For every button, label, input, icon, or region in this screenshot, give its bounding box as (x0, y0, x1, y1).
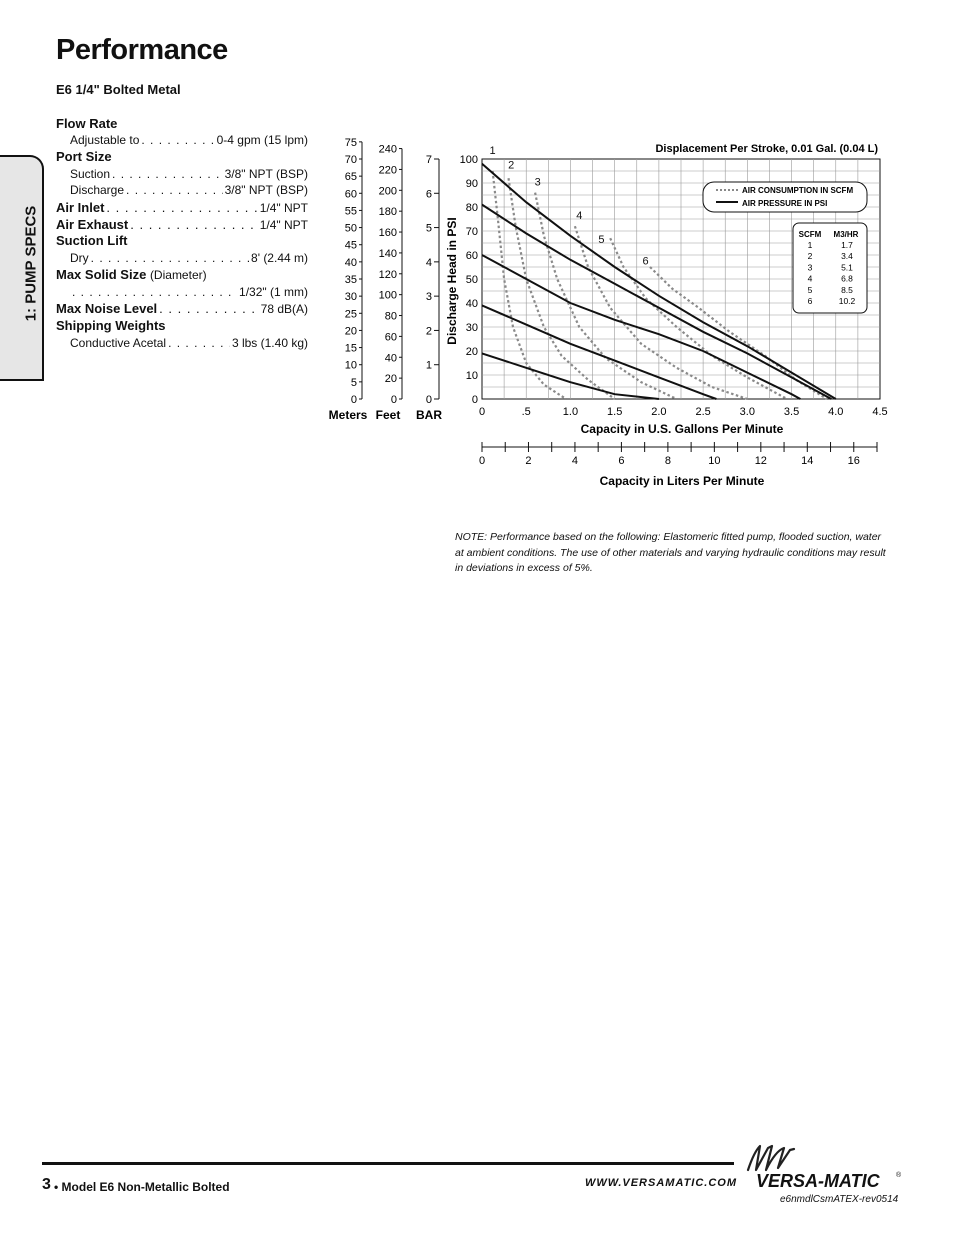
liters-tick-label: 2 (525, 455, 532, 467)
spec-label: Max Solid Size (56, 267, 147, 282)
feet-tick-label: 0 (390, 394, 397, 406)
scfm-curve-label: 2 (508, 159, 515, 172)
feet-tick-label: 80 (384, 310, 397, 323)
feet-tick-label: 200 (378, 185, 397, 198)
performance-chart (320, 135, 900, 495)
x-tick-label: 3.5 (783, 406, 800, 418)
air-exhaust-row (56, 217, 308, 232)
x-tick-label: 4.5 (872, 406, 888, 418)
scfm-curve-label: 1 (489, 145, 496, 158)
x-tick-label: 2.5 (695, 406, 711, 418)
scfm-curve-label: 4 (576, 210, 583, 222)
meters-tick-label: 50 (344, 222, 357, 235)
alt-axes (329, 137, 443, 422)
y-tick-label: 20 (465, 346, 478, 358)
scfm-curve-label: 3 (534, 176, 541, 189)
spec-label: Air Inlet (56, 200, 105, 215)
footer-model: • Model E6 Non-Metallic Bolted (54, 1180, 230, 1194)
scfm-cell: 1 (807, 240, 813, 250)
bar-tick-label: 3 (425, 291, 432, 304)
spec-value: 3/8" NPT (BSP) (224, 183, 308, 197)
feet-tick-label: 180 (378, 206, 397, 219)
logo-mark (748, 1146, 794, 1170)
meters-tick-label: 70 (344, 154, 357, 166)
y-tick-label: 100 (459, 154, 478, 166)
scfm-cell: 6 (807, 296, 813, 306)
m3hr-cell: 6.8 (841, 273, 853, 284)
legend-air-pressure: AIR PRESSURE IN PSI (742, 199, 828, 208)
chart-legend (703, 182, 867, 212)
y-tick-label: 0 (471, 394, 478, 406)
meters-tick-label: 30 (344, 291, 357, 304)
feet-tick-label: 120 (378, 268, 397, 281)
air-inlet-row (56, 200, 308, 215)
meters-tick-label: 20 (344, 325, 357, 338)
bar-axis-label: BAR (416, 408, 442, 422)
bar-tick-label: 1 (425, 359, 432, 372)
suction-lift-dry (70, 251, 308, 265)
scfm-table (793, 223, 867, 313)
document-code: e6nmdlCsmATEX-rev0514 (780, 1194, 899, 1205)
meters-axis-label: Meters (328, 408, 368, 422)
spec-qualifier: (Diameter) (149, 268, 207, 282)
page-number: 3 (42, 1176, 51, 1193)
liters-tick-label: 16 (847, 455, 860, 467)
x-tick-label: 1.5 (607, 406, 623, 418)
feet-tick-label: 20 (384, 373, 397, 386)
scfm-cell: 2 (807, 251, 813, 262)
spec-value: 3 lbs (1.40 kg) (231, 336, 308, 350)
scfm-cell: 5 (807, 284, 813, 295)
spec-label: Conductive Acetal (70, 336, 167, 350)
m3hr-cell: 8.5 (841, 284, 853, 295)
x-tick-label: 3.0 (739, 406, 755, 418)
side-tab-label: 1: PUMP SPECS (22, 205, 40, 322)
port-size-suction (70, 167, 308, 181)
feet-tick-label: 100 (378, 289, 397, 302)
spec-label: Discharge (70, 183, 125, 197)
versa-matic-logo (742, 1140, 907, 1192)
feet-tick-label: 220 (378, 164, 397, 177)
bar-tick-label: 5 (425, 222, 432, 235)
feet-tick-label: 160 (378, 227, 397, 240)
meters-tick-label: 15 (344, 342, 357, 355)
y-tick-label: 50 (465, 274, 478, 286)
x-tick-label: .5 (521, 406, 531, 418)
y-tick-label: 30 (465, 322, 478, 334)
feet-tick-label: 60 (384, 331, 397, 344)
max-noise-level-row (56, 301, 308, 316)
bar-tick-label: 6 (425, 188, 432, 201)
footer-rule (42, 1162, 734, 1165)
meters-tick-label: 75 (344, 136, 357, 149)
feet-axis-label: Feet (375, 408, 401, 422)
shipping-weights-item (70, 336, 308, 350)
spec-label: Air Exhaust (56, 217, 129, 232)
logo-wordmark: VERSA-MATIC (756, 1171, 880, 1191)
feet-tick-label: 240 (378, 143, 397, 156)
y-axis-label: Discharge Head in PSI (445, 217, 459, 345)
m3hr-cell: 1.7 (841, 240, 853, 250)
x-tick-label: 4.0 (828, 406, 844, 418)
m3hr-cell: 3.4 (841, 251, 853, 262)
x-tick-label: 2.0 (651, 406, 667, 418)
chart-title: Displacement Per Stroke, 0.01 Gal. (0.04 L) (655, 143, 878, 155)
flow-rate-heading: Flow Rate (56, 116, 118, 131)
port-size-discharge (70, 183, 308, 197)
flow-rate-adjustable (70, 133, 308, 147)
scfm-cell: 4 (807, 273, 813, 284)
scfm-header: SCFM (798, 230, 822, 239)
meters-tick-label: 40 (344, 256, 357, 269)
spec-value: 1/32" (1 mm) (239, 285, 308, 299)
page-title: Performance (56, 34, 228, 66)
y-tick-label: 60 (465, 250, 478, 262)
x-tick-label: 0 (478, 406, 486, 418)
scfm-cell: 3 (807, 262, 813, 273)
spec-value: 3/8" NPT (BSP) (224, 167, 308, 181)
spec-value: 1/4" NPT (259, 201, 308, 215)
bar-tick-label: 7 (425, 154, 432, 166)
spec-label: Dry (70, 251, 89, 265)
bar-tick-label: 4 (425, 256, 432, 269)
x-axis-label-liters: Capacity in Liters Per Minute (599, 474, 765, 488)
liters-tick-label: 14 (801, 455, 814, 467)
bar-tick-label: 0 (425, 394, 432, 406)
scfm-curve-label: 6 (642, 255, 649, 268)
meters-tick-label: 25 (344, 308, 357, 321)
meters-tick-label: 65 (344, 171, 357, 184)
spec-label: Suction (70, 167, 111, 181)
meters-tick-label: 5 (350, 376, 357, 389)
spec-label: Adjustable to (70, 133, 140, 147)
x-tick-label: 1.0 (562, 406, 579, 418)
scfm-curve-label: 5 (598, 234, 605, 246)
bar-tick-label: 2 (425, 325, 432, 338)
liters-tick-label: 6 (618, 455, 625, 467)
liters-tick-label: 8 (664, 455, 671, 467)
liters-tick-label: 10 (708, 455, 721, 467)
meters-tick-label: 10 (344, 359, 357, 372)
meters-tick-label: 45 (344, 239, 357, 252)
page-subtitle: E6 1/4" Bolted Metal (56, 82, 181, 97)
feet-tick-label: 140 (378, 247, 397, 260)
performance-note: NOTE: Performance based on the following: Elastomeric fitted pump, flooded suction, water at ambient conditions. The use of other materials and varying hydraulic conditions may result in deviations in excess of 5%. (455, 531, 886, 574)
footer-url[interactable]: WWW.VERSAMATIC.COM (585, 1177, 738, 1189)
legend-air-consumption: AIR CONSUMPTION IN SCFM (742, 186, 854, 195)
meters-tick-label: 35 (344, 274, 357, 286)
liters-tick-label: 4 (571, 455, 579, 467)
y-tick-label: 70 (465, 226, 478, 238)
m3hr-cell: 10.2 (838, 296, 856, 306)
x-axis-label: Capacity in U.S. Gallons Per Minute (580, 422, 784, 436)
shipping-weights-heading: Shipping Weights (56, 318, 166, 333)
max-solid-size-heading (56, 267, 308, 282)
spec-label: Max Noise Level (56, 301, 158, 316)
liters-tick-label: 0 (478, 455, 486, 467)
spec-value: 78 dB(A) (260, 302, 308, 316)
y-tick-label: 80 (465, 202, 478, 214)
meters-tick-label: 60 (344, 188, 357, 201)
m3hr-header: M3/HR (833, 230, 859, 239)
liters-tick-label: 12 (754, 455, 767, 467)
y-tick-label: 40 (465, 298, 478, 310)
max-solid-size-value (70, 285, 308, 299)
registered-mark: ® (896, 1172, 902, 1179)
spec-value: 8' (2.44 m) (251, 251, 308, 265)
suction-lift-heading: Suction Lift (56, 233, 128, 248)
meters-tick-label: 0 (350, 394, 357, 406)
port-size-heading: Port Size (56, 149, 112, 164)
y-tick-label: 90 (465, 178, 478, 190)
feet-tick-label: 40 (384, 352, 397, 365)
spec-value: 1/4" NPT (259, 218, 308, 232)
y-tick-label: 10 (465, 370, 478, 382)
spec-value: 0-4 gpm (15 lpm) (216, 133, 308, 147)
m3hr-cell: 5.1 (841, 262, 853, 273)
meters-tick-label: 55 (344, 205, 357, 218)
